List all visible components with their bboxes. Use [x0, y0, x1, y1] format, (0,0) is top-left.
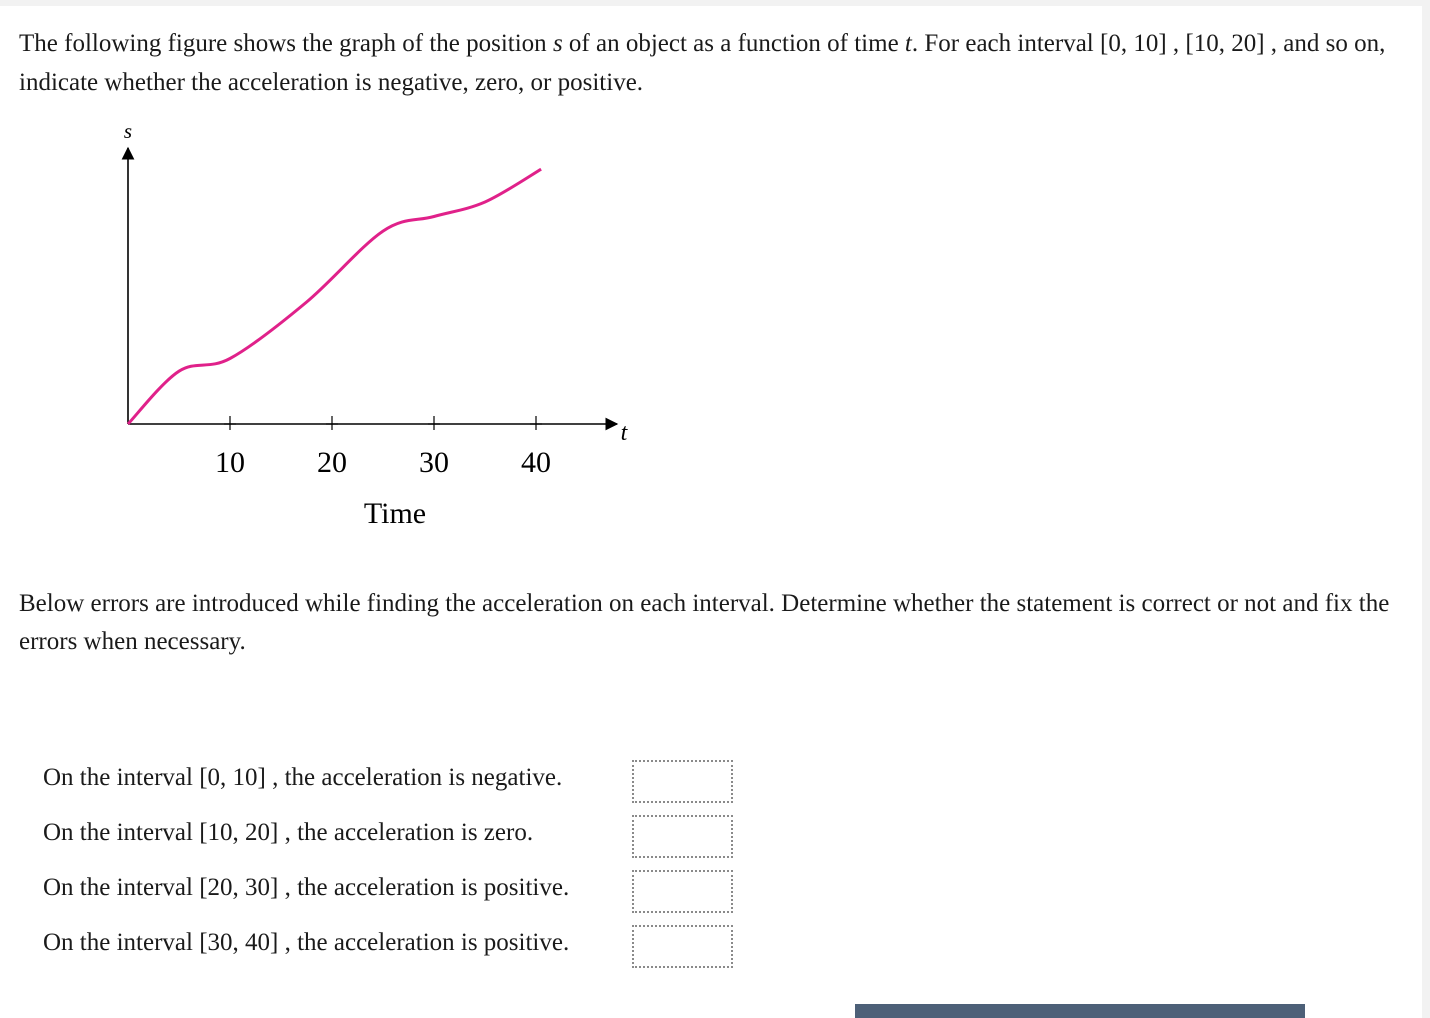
answer-box-interval-30-40[interactable]: [632, 925, 733, 968]
x-axis-label: t: [620, 420, 628, 446]
x-tick-label: 20: [317, 446, 347, 479]
x-axis-title: Time: [363, 497, 427, 530]
x-tick-label: 10: [215, 446, 245, 479]
submit-button[interactable]: [855, 1004, 1305, 1018]
prompt-part-3: . For each interval [0, 10] , [10, 20] , and so on, indicate whether the acceleration is negative, zero, or positive.: [19, 30, 1386, 96]
statement-text: On the interval [20, 30] , the acceleration is positive.: [43, 874, 570, 901]
statement-row: [43, 868, 763, 923]
answer-box-interval-20-30[interactable]: [632, 870, 733, 913]
statement-row: [43, 923, 763, 978]
statement-row: [43, 813, 763, 868]
position-time-graph: [100, 114, 660, 544]
answer-box-interval-0-10[interactable]: [632, 760, 733, 803]
statement-list: [43, 758, 763, 978]
x-tick-mark: [224, 416, 236, 430]
prompt-part-2: of an object as a function of time: [562, 30, 905, 57]
question-panel: [0, 6, 1422, 1018]
position-curve: [128, 169, 541, 424]
statement-text: On the interval [10, 20] , the acceleration is zero.: [43, 819, 534, 846]
variable-s: s: [552, 30, 563, 57]
x-tick-label: 40: [521, 446, 551, 479]
y-axis-label: s: [123, 119, 133, 143]
x-tick-mark: [428, 416, 440, 430]
x-tick-mark: [326, 416, 338, 430]
statement-row: [43, 758, 763, 813]
prompt-part-1: The following figure shows the graph of the position: [19, 30, 553, 57]
question-prompt: [19, 24, 1399, 102]
instructions-text: Below errors are introduced while finding the acceleration on each interval. Determine whether the statement is correct or not and fix the errors when necessary.: [19, 590, 1390, 655]
variable-t: t: [904, 30, 912, 57]
statement-text: On the interval [30, 40] , the acceleration is positive.: [43, 929, 570, 956]
x-tick-mark: [530, 416, 542, 430]
answer-box-interval-10-20[interactable]: [632, 815, 733, 858]
x-tick-label: 30: [419, 446, 449, 479]
statement-text: On the interval [0, 10] , the acceleration is negative.: [43, 764, 563, 791]
